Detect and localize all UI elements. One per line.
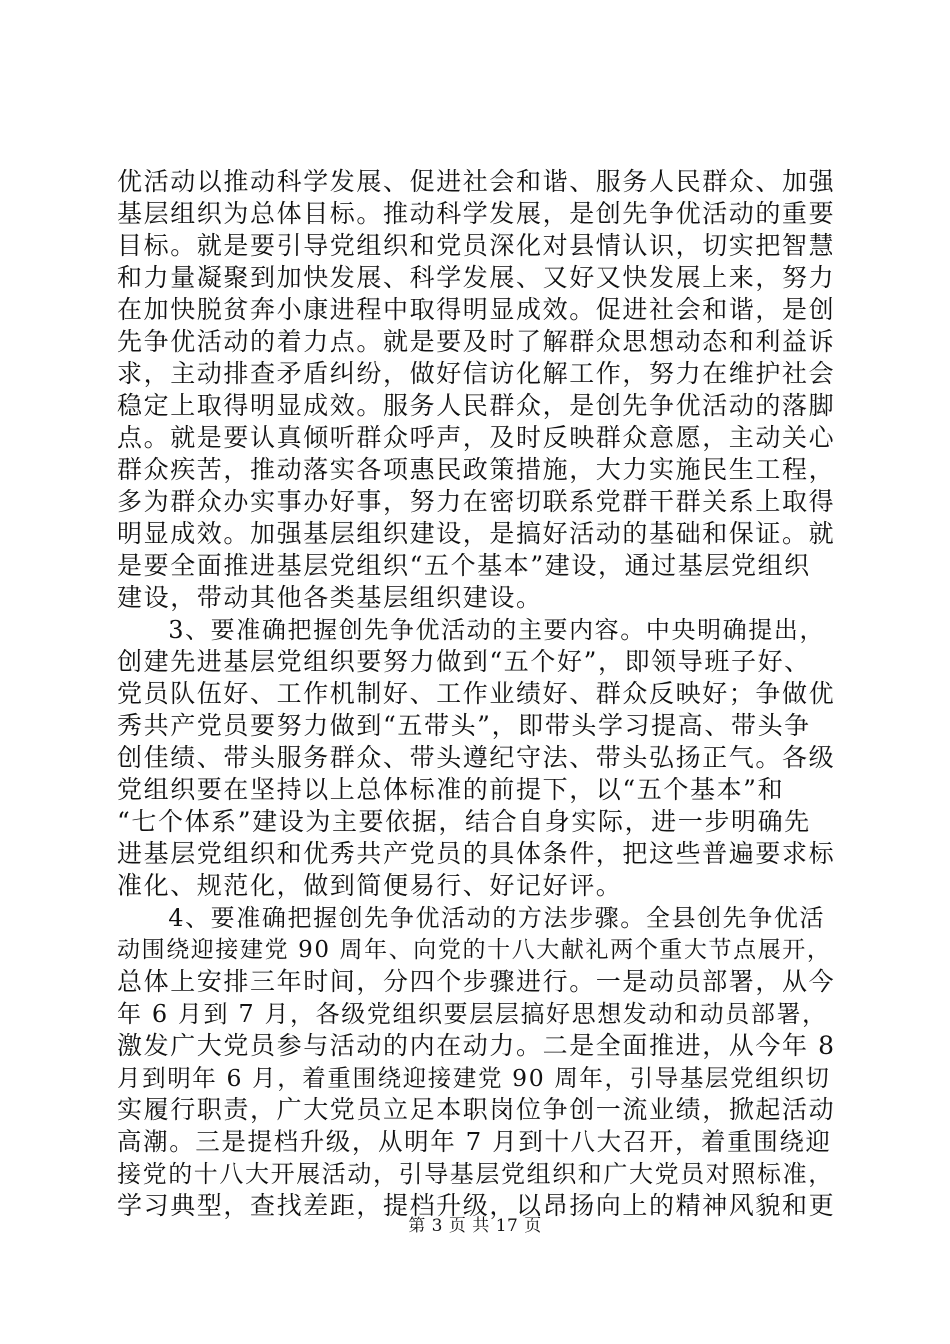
- text-line: 是要全面推进基层党组织“五个基本”建设，通过基层党组织: [117, 551, 811, 580]
- text-line: 目标。就是要引导党组织和党员深化对县情认识，切实把智慧: [117, 231, 836, 260]
- text-line: 年 6 月到 7 月，各级党组织要层层搞好思想发动和动员部署，: [117, 1000, 828, 1028]
- text-line: 建设，带动其他各类基层组织建设。: [117, 583, 543, 612]
- text-line: 秀共产党员要努力做到“五带头”，即带头学习提高、带头争: [117, 711, 811, 740]
- text-line: 准化、规范化，做到简便易行、好记好评。: [117, 871, 623, 900]
- text-line: 党员队伍好、工作机制好、工作业绩好、群众反映好；争做优: [117, 679, 836, 708]
- text-line: 基层组织为总体目标。推动科学发展，是创先争优活动的重要: [117, 199, 836, 228]
- text-line: 3、要准确把握创先争优活动的主要内容。中央明确提出，: [117, 616, 826, 644]
- text-line: 稳定上取得明显成效。服务人民群众，是创先争优活动的落脚: [117, 391, 836, 420]
- text-line: 学习典型，查找差距，提档升级，以昂扬向上的精神风貌和更: [117, 1191, 836, 1220]
- text-line: 4、要准确把握创先争优活动的方法步骤。全县创先争优活: [117, 904, 826, 932]
- text-line: 高潮。三是提档升级，从明年 7 月到十八大召开，着重围绕迎: [117, 1127, 832, 1156]
- text-line: 激发广大党员参与活动的内在动力。二是全面推进，从今年 8: [117, 1031, 836, 1060]
- text-line: 点。就是要认真倾听群众呼声，及时反映群众意愿，主动关心: [117, 423, 836, 452]
- text-line: 先争优活动的着力点。就是要及时了解群众思想动态和利益诉: [117, 327, 836, 356]
- text-line: 实履行职责，广大党员立足本职岗位争创一流业绩，掀起活动: [117, 1095, 836, 1124]
- text-line: 月到明年 6 月，着重围绕迎接建党 90 周年，引导基层党组织切: [117, 1064, 831, 1092]
- text-line: 创建先进基层党组织要努力做到“五个好”，即领导班子好、: [117, 647, 811, 676]
- text-line: 和力量凝聚到加快发展、科学发展、又好又快发展上来，努力: [117, 263, 836, 292]
- text-line: 明显成效。加强基层组织建设，是搞好活动的基础和保证。就: [117, 519, 836, 548]
- text-line: 创佳绩、带头服务群众、带头遵纪守法、带头弘扬正气。各级: [117, 743, 836, 772]
- text-line: 群众疾苦，推动落实各项惠民政策措施，大力实施民生工程，: [117, 455, 836, 484]
- text-line: 进基层党组织和优秀共产党员的具体条件，把这些普遍要求标: [117, 839, 836, 868]
- text-line: 多为群众办实事办好事，努力在密切联系党群干群关系上取得: [117, 487, 836, 516]
- text-line: 求，主动排查矛盾纠纷，做好信访化解工作，努力在维护社会: [117, 359, 836, 388]
- text-line: 优活动以推动科学发展、促进社会和谐、服务人民群众、加强: [117, 167, 836, 196]
- text-line: 接党的十八大开展活动，引导基层党组织和广大党员对照标准，: [117, 1160, 834, 1188]
- text-line: 党组织要在坚持以上总体标准的前提下，以“五个基本”和: [117, 775, 785, 804]
- text-line: “七个体系”建设为主要依据，结合自身实际，进一步明确先: [117, 807, 811, 836]
- body-text: [117, 166, 837, 1222]
- text-line: 动围绕迎接建党 90 周年、向党的十八大献礼两个重大节点展开，: [117, 937, 832, 963]
- text-line: 总体上安排三年时间，分四个步骤进行。一是动员部署，从今: [117, 967, 836, 996]
- text-line: 在加快脱贫奔小康进程中取得明显成效。促进社会和谐，是创: [117, 295, 836, 324]
- page-footer: 第 3 页 共 17 页: [408, 1216, 542, 1236]
